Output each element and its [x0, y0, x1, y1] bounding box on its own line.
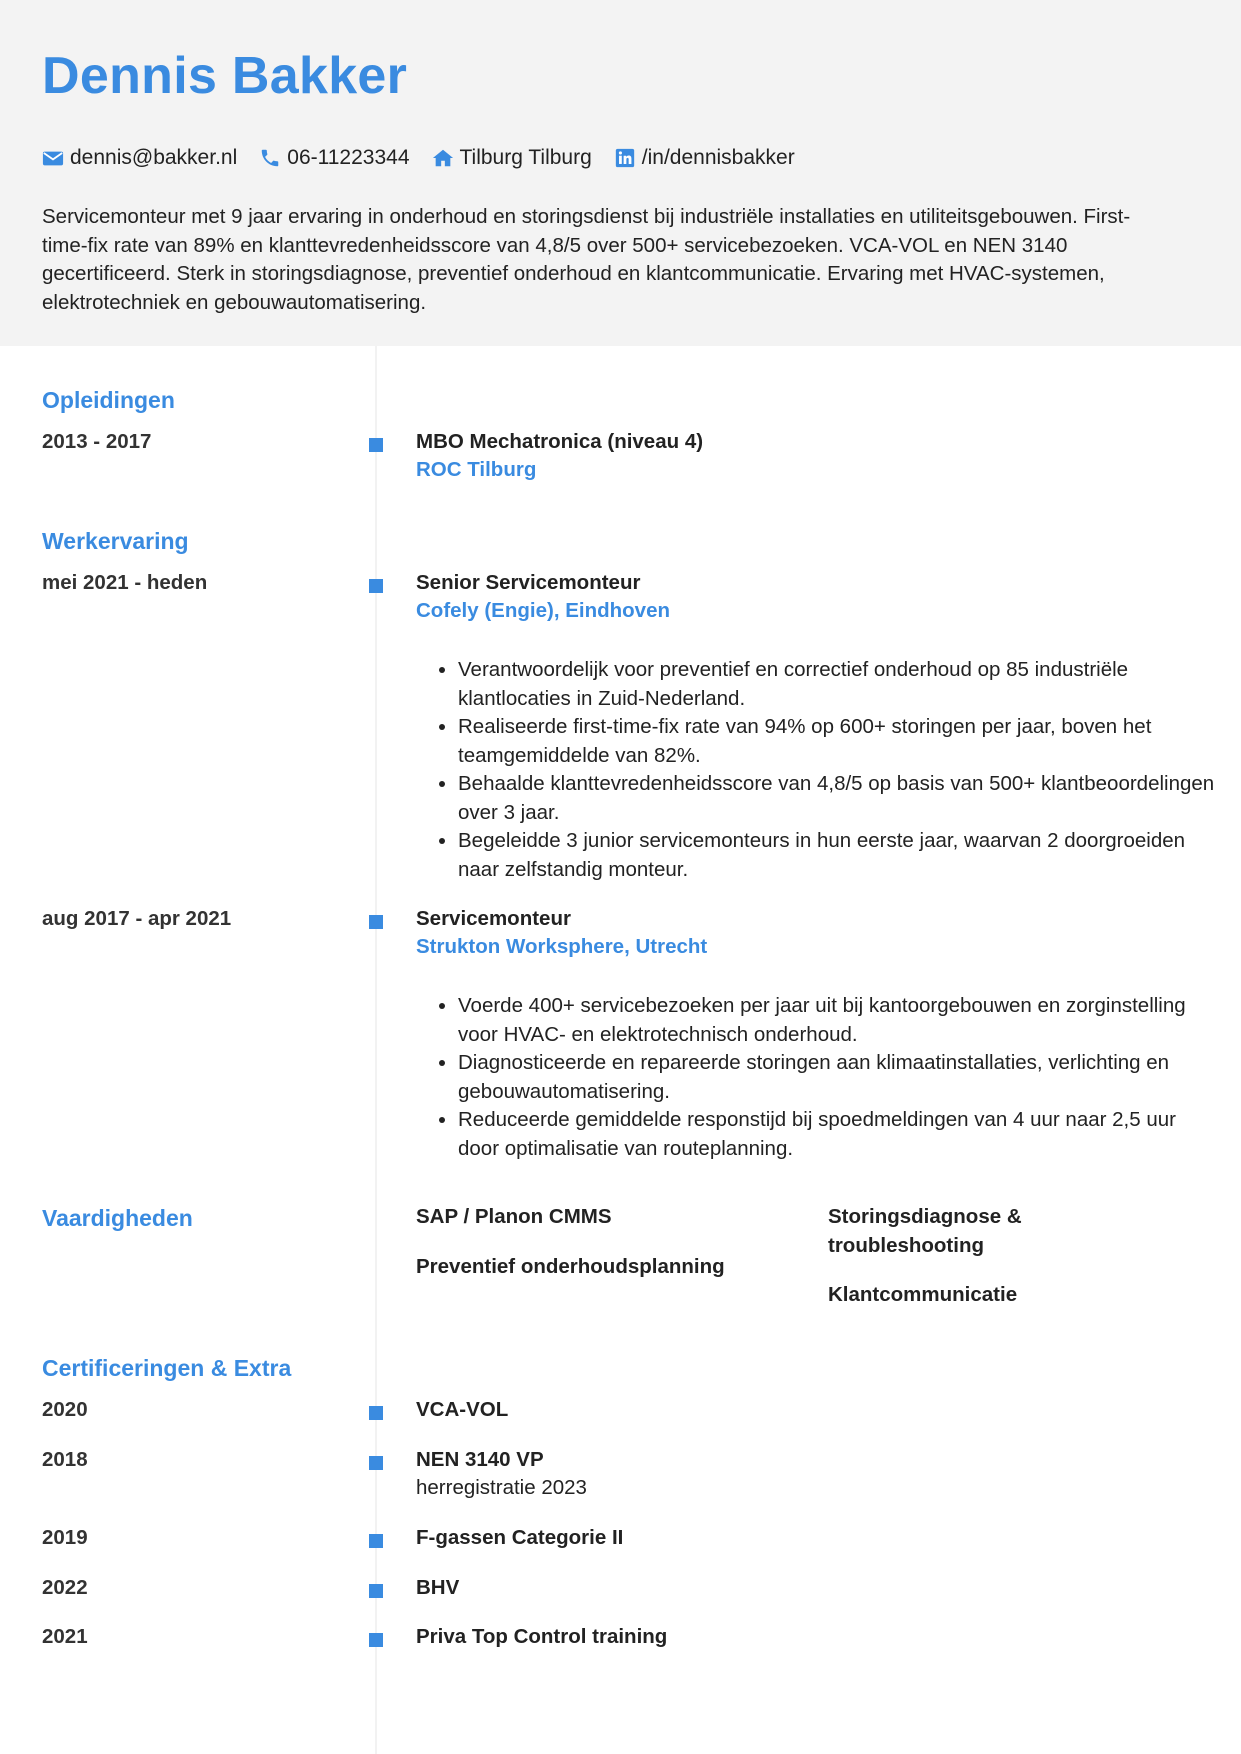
- education-school: ROC Tilburg: [416, 458, 537, 481]
- timeline-marker: [369, 1406, 383, 1420]
- bullet-item: • Verantwoordelijk voor preventief en correctief onderhoud op 85 industriële klantlocaties in Zuid-Nederland.: [458, 656, 1218, 713]
- job-company: Cofely (Engie), Eindhoven: [416, 599, 670, 622]
- skill-item: Storingsdiagnose & troubleshooting: [828, 1205, 1022, 1257]
- candidate-name: Dennis Bakker: [42, 47, 408, 105]
- section-title-experience: Werkervaring: [42, 528, 189, 554]
- phone-text[interactable]: 06-11223344: [287, 146, 410, 169]
- bullet-item: • Reduceerde gemiddelde responstijd bij spoedmeldingen van 4 uur naar 2,5 uur door optimalisatie van routeplanning.: [458, 1106, 1218, 1163]
- education-date: 2013 - 2017: [42, 430, 152, 453]
- skill-item: Klantcommunicatie: [828, 1283, 1018, 1306]
- cert-date: 2021: [42, 1625, 88, 1648]
- resume-body: [0, 346, 1241, 1754]
- cert-date: 2022: [42, 1576, 88, 1599]
- bullet-item: • Behaalde klanttevredenheidsscore van 4,8/5 op basis van 500+ klantbeoordelingen over 3 jaar.: [458, 770, 1218, 827]
- timeline-marker: [369, 579, 383, 593]
- bullet-item: • Realiseerde first-time-fix rate van 94% op 600+ storingen per jaar, boven het teamgemiddelde van 82%.: [458, 713, 1218, 770]
- job-company: Strukton Worksphere, Utrecht: [416, 935, 708, 958]
- contact-phone[interactable]: [259, 146, 409, 170]
- home-icon: [432, 147, 454, 169]
- timeline-marker: [369, 1534, 383, 1548]
- cert-date: 2019: [42, 1526, 88, 1549]
- cert-date: 2018: [42, 1448, 88, 1471]
- job-date: mei 2021 - heden: [42, 571, 208, 594]
- cert-title: NEN 3140 VP: [416, 1448, 544, 1471]
- timeline-marker: [369, 1456, 383, 1470]
- bullet-item: • Voerde 400+ servicebezoeken per jaar uit bij kantoorgebouwen en zorginstelling voor HVAC- en elektrotechnisch onderhoud.: [458, 992, 1218, 1049]
- cert-title: F-gassen Categorie II: [416, 1526, 624, 1549]
- cert-title: BHV: [416, 1576, 460, 1599]
- linkedin-text[interactable]: /in/dennisbakker: [641, 146, 795, 169]
- section-title-skills: Vaardigheden: [42, 1205, 193, 1231]
- job-bullets: [416, 656, 1218, 884]
- contact-location: [432, 146, 592, 170]
- bullet-item: • Begeleidde 3 junior servicemonteurs in hun eerste jaar, waarvan 2 doorgroeiden naar zelfstandig monteur.: [458, 827, 1218, 884]
- timeline-marker: [369, 915, 383, 929]
- cert-date: 2020: [42, 1398, 88, 1421]
- timeline-marker: [369, 438, 383, 452]
- linkedin-icon: [614, 147, 636, 169]
- section-title-certifications: Certificeringen & Extra: [42, 1355, 292, 1381]
- job-bullets: [416, 992, 1218, 1163]
- envelope-icon: [42, 147, 64, 169]
- phone-icon: [259, 147, 281, 169]
- skill-item: SAP / Planon CMMS: [416, 1205, 612, 1228]
- contact-email[interactable]: [42, 146, 237, 170]
- job-title: Senior Servicemonteur: [416, 571, 641, 594]
- timeline-marker: [369, 1584, 383, 1598]
- bullet-item: • Diagnosticeerde en repareerde storingen aan klimaatinstallaties, verlichting en gebouwautomatisering.: [458, 1049, 1218, 1106]
- contact-bar: [42, 144, 1199, 172]
- timeline-marker: [369, 1633, 383, 1647]
- skill-item: Preventief onderhoudsplanning: [416, 1255, 725, 1278]
- education-title: MBO Mechatronica (niveau 4): [416, 430, 704, 453]
- job-date: aug 2017 - apr 2021: [42, 907, 232, 930]
- contact-linkedin[interactable]: [614, 146, 795, 170]
- section-title-education: Opleidingen: [42, 387, 175, 413]
- job-title: Servicemonteur: [416, 907, 571, 930]
- email-text[interactable]: dennis@bakker.nl: [70, 146, 238, 169]
- cert-title: Priva Top Control training: [416, 1625, 668, 1648]
- profile-summary: Servicemonteur met 9 jaar ervaring in onderhoud en storingsdienst bij industriële installaties en utiliteitsgebouwen. First-time-fix rate van 89% en klanttevredenheidsscore van 4,8/5 over 500+ servicebezoeken. VCA-VOL en NEN 3140 gecertificeerd. Sterk in storingsdiagnose, preventief onderhoud en klantcommunicatie. Ervaring met HVAC-systemen, elektrotechniek en gebouwautomatisering.: [42, 205, 1131, 314]
- cert-title: VCA-VOL: [416, 1398, 509, 1421]
- location-text: Tilburg Tilburg: [459, 146, 592, 169]
- cert-note: herregistratie 2023: [416, 1476, 587, 1499]
- resume-header: [0, 0, 1241, 346]
